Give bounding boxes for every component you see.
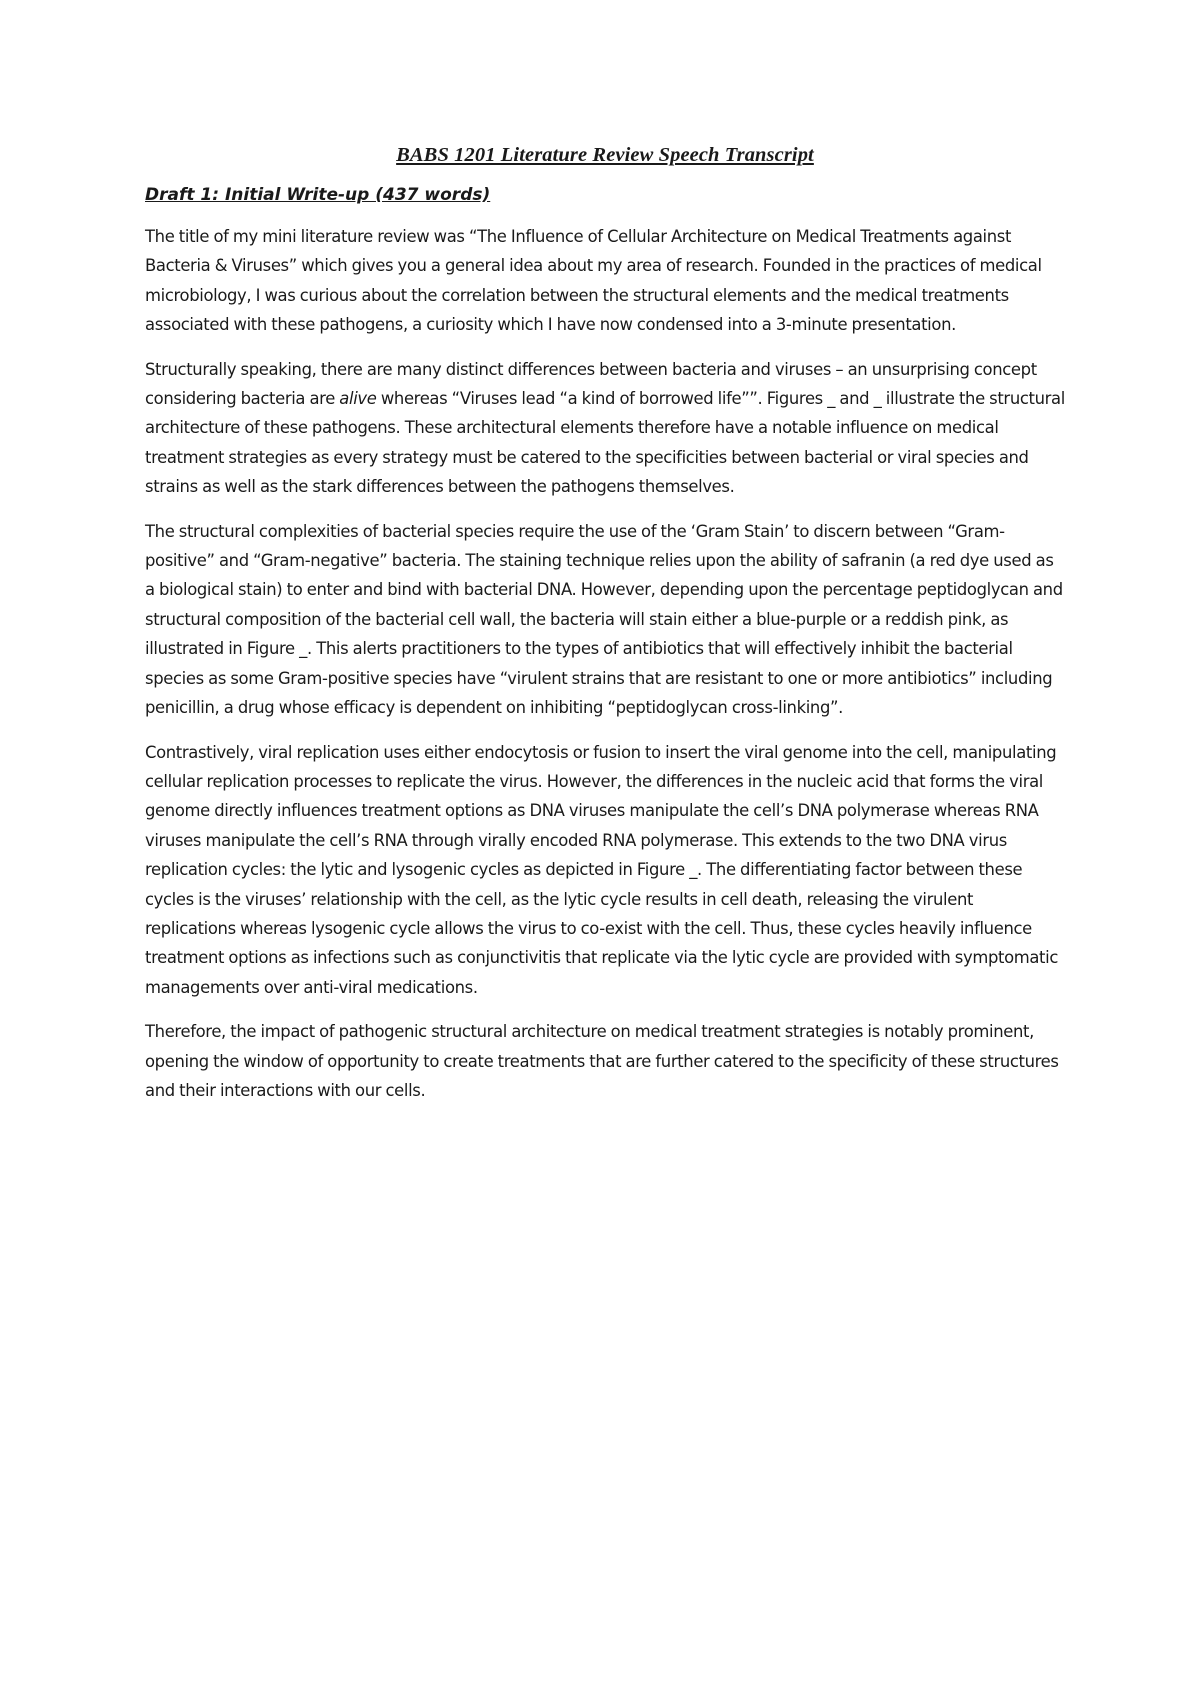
paragraph-structural-differences — [145, 355, 1065, 502]
paragraph-gram-stain: The structural complexities of bacterial species require the use of the ‘Gram Stain’ to discern between “Gram-positive” and “Gram-negative” bacteria. The staining technique relies upon the ability of safranin (a red dye used as a biological stain) to enter and bind with bacterial DNA. However, depending upon the percentage peptidoglycan and structural composition of the bacterial cell wall, the bacteria will stain either a blue-purple or a reddish pink, as illustrated in Figure _. This alerts practitioners to the types of antibiotics that will effectively inhibit the bacterial species as some Gram-positive species have “virulent strains that are resistant to one or more antibiotics” including penicillin, a drug whose efficacy is dependent on inhibiting “peptidoglycan cross-linking”. — [145, 521, 1063, 718]
draft-heading: Draft 1: Initial Write-up (437 words) — [145, 185, 491, 205]
paragraph-viral-replication: Contrastively, viral replication uses either endocytosis or fusion to insert the viral genome into the cell, manipulating cellular replication processes to replicate the virus. However, the differences in the nucleic acid that forms the viral genome directly influences treatment options as DNA viruses manipulate the cell’s DNA polymerase whereas RNA viruses manipulate the cell’s RNA through virally encoded RNA polymerase. This extends to the two DNA virus replication cycles: the lytic and lysogenic cycles as depicted in Figure _. The differentiating factor between these cycles is the viruses’ relationship with the cell, as the lytic cycle results in cell death, releasing the virulent replications whereas lysogenic cycle allows the virus to co-exist with the cell. Thus, these cycles heavily influence treatment options as infections such as conjunctivitis that replicate via the lytic cycle are provided with symptomatic managements over anti-viral medications. — [145, 742, 1059, 997]
paragraph-conclusion: Therefore, the impact of pathogenic structural architecture on medical treatment strategies is notably prominent, opening the window of opportunity to create treatments that are further catered to the specificity of these structures and their interactions with our cells. — [145, 1022, 1059, 1100]
paragraph-text: Structurally speaking, there are many distinct differences between bacteria and viruses – an unsurprising concept considering bacteria are — [145, 359, 1037, 409]
document-body — [145, 140, 1065, 1120]
paragraph-text: whereas “Viruses lead “a kind of borrowed life””. Figures _ and _ illustrate the structural architecture of these pathogens. These architectural elements therefore have a notable influence on medical treatment strategies as every strategy must be catered to the specificities between bacterial or viral species and strains as well as the stark differences between the pathogens themselves. — [145, 389, 1065, 497]
emphasized-word: alive — [339, 389, 377, 409]
document-title: BABS 1201 Literature Review Speech Transcript — [396, 144, 814, 166]
paragraph-introduction: The title of my mini literature review was “The Influence of Cellular Architecture on Medical Treatments against Bacteria & Viruses” which gives you a general idea about my area of research. Founded in the practices of medical microbiology, I was curious about the correlation between the structural elements and the medical treatments associated with these pathogens, a curiosity which I have now condensed into a 3-minute presentation. — [145, 227, 1042, 335]
